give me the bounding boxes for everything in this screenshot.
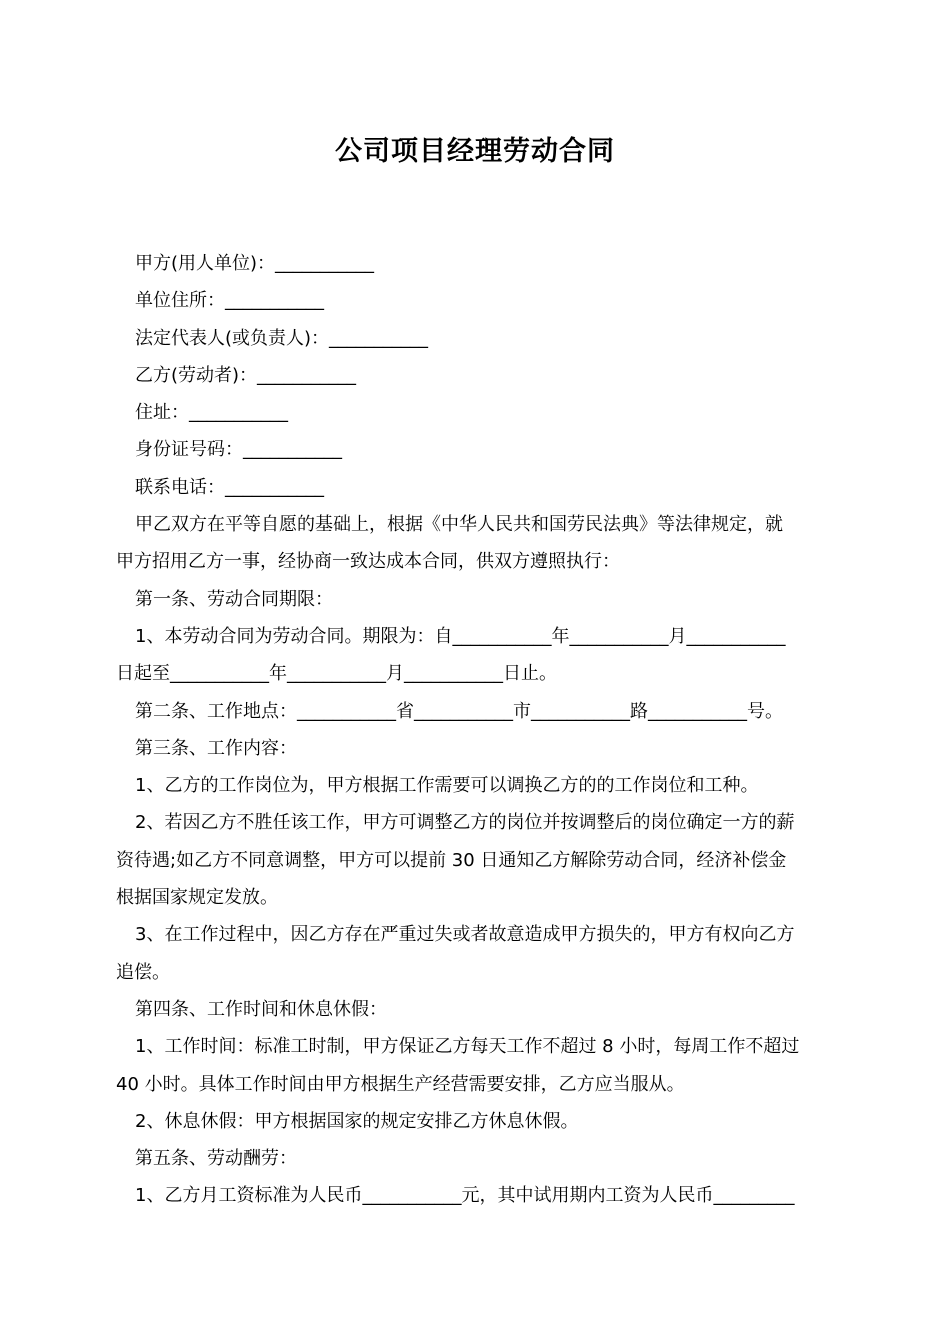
document-line: 甲方招用乙方一事，经协商一致达成本合同，供双方遵照执行： (116, 551, 620, 573)
document-line: 1、乙方的工作岗位为，甲方根据工作需要可以调换乙方的的工作岗位和工种。 (135, 775, 759, 797)
document-line: 乙方(劳动者)：___________ (135, 364, 357, 386)
document-line: 联系电话：___________ (135, 476, 324, 498)
document-line: 1、本劳动合同为劳动合同。期限为：自___________年___________月___________ (135, 625, 786, 647)
document-line: 日起至___________年___________月___________日止。 (116, 663, 557, 685)
document-line: 资待遇;如乙方不同意调整，甲方可以提前 30 日通知乙方解除劳动合同，经济补偿金 (116, 849, 787, 871)
document-line: 1、乙方月工资标准为人民币___________元，其中试用期内工资为人民币_________ (135, 1185, 795, 1207)
document-title: 公司项目经理劳动合同 (335, 136, 615, 167)
document-line: 2、若因乙方不胜任该工作，甲方可调整乙方的岗位并按调整后的岗位确定一方的薪 (135, 812, 795, 834)
document-line: 法定代表人(或负责人)：___________ (135, 327, 429, 349)
document-line: 第五条、劳动酬劳： (135, 1148, 297, 1170)
document-line: 甲乙双方在平等自愿的基础上，根据《中华人民共和国劳民法典》等法律规定，就 (135, 514, 783, 536)
document-line: 第一条、劳动合同期限： (135, 588, 333, 610)
document-line: 住址：___________ (135, 402, 288, 424)
document-line: 40 小时。具体工作时间由甲方根据生产经营需要安排，乙方应当服从。 (116, 1073, 685, 1095)
document-line: 单位住所：___________ (135, 290, 324, 312)
document-line: 身份证号码：___________ (135, 439, 342, 461)
document-line: 第四条、工作时间和休息休假： (135, 998, 387, 1020)
document-body (116, 245, 838, 1215)
document-line: 追偿。 (116, 961, 170, 983)
document-line: 3、在工作过程中，因乙方存在严重过失或者故意造成甲方损失的，甲方有权向乙方 (135, 924, 795, 946)
document-line: 第二条、工作地点：___________省___________市___________路___________号。 (135, 700, 783, 722)
document-line: 1、工作时间：标准工时制，甲方保证乙方每天工作不超过 8 小时，每周工作不超过 (135, 1036, 800, 1058)
document-line: 第三条、工作内容： (135, 737, 297, 759)
document-line: 甲方(用人单位)：___________ (135, 253, 375, 274)
document-line: 根据国家规定发放。 (116, 887, 278, 909)
document-line: 2、休息休假：甲方根据国家的规定安排乙方休息休假。 (135, 1110, 579, 1132)
